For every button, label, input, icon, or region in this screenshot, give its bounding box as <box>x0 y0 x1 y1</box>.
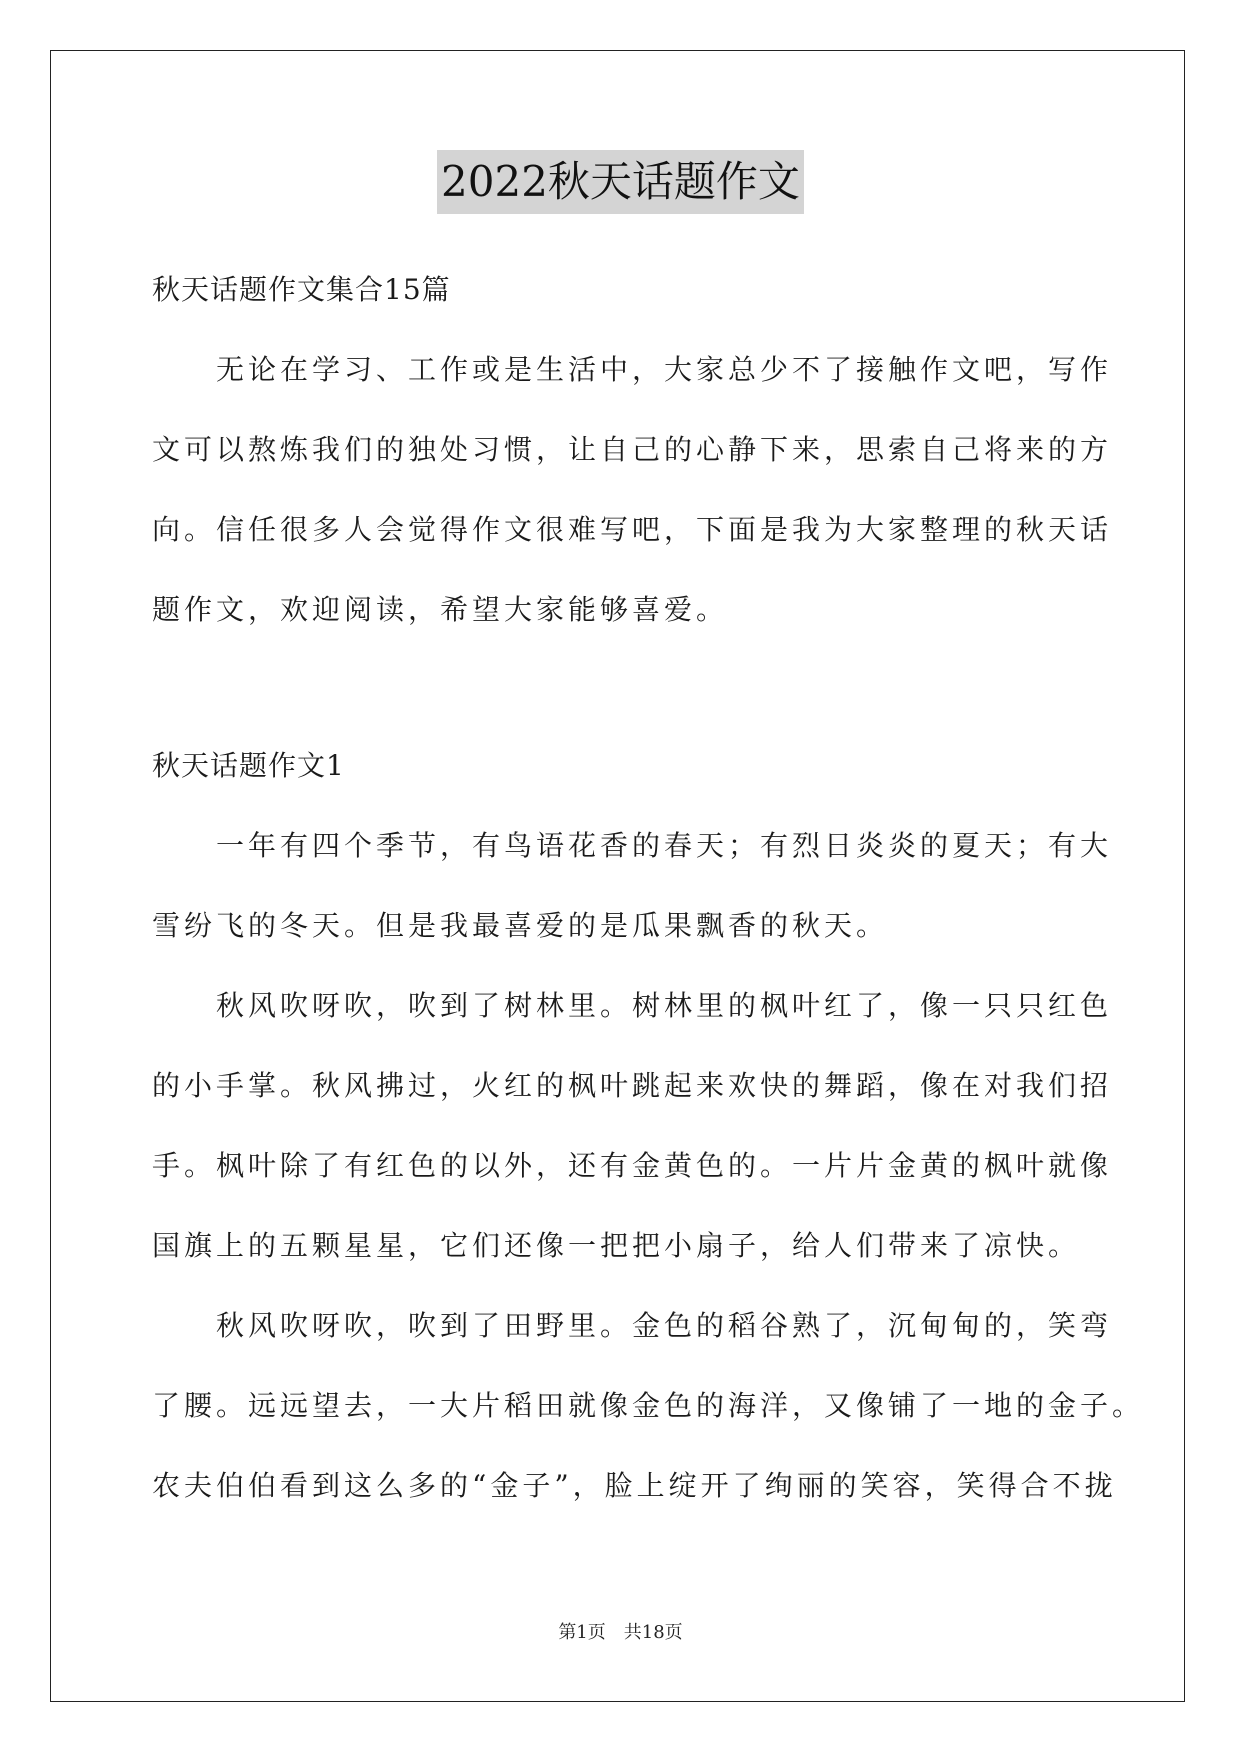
spacer <box>152 650 1102 726</box>
text-line: 秋风吹呀吹，吹到了田野里。金色的稻谷熟了，沉甸甸的，笑弯 <box>216 1309 1113 1342</box>
paragraph-seasons <box>152 806 1113 966</box>
page-number-footer: 第1页 共18页 <box>558 1622 683 1643</box>
text-line: 国旗上的五颗星星，它们还像一把把小扇子，给人们带来了凉快。 <box>152 1229 1081 1262</box>
document-body <box>152 250 1145 1526</box>
text-line: 一年有四个季节，有鸟语花香的春天；有烈日炎炎的夏天；有大 <box>216 829 1113 862</box>
title-container <box>0 150 1241 214</box>
document-title: 2022秋天话题作文 <box>437 150 804 214</box>
text-line: 文可以熬炼我们的独处习惯，让自己的心静下来，思索自己将来的方 <box>152 433 1113 466</box>
text-line: 向。信任很多人会觉得作文很难写吧，下面是我为大家整理的秋天话 <box>152 513 1113 546</box>
text-line: 雪纷飞的冬天。但是我最喜爱的是瓜果飘香的秋天。 <box>152 909 889 942</box>
paragraph-forest <box>152 966 1113 1286</box>
text-line: 手。枫叶除了有红色的以外，还有金黄色的。一片片金黄的枫叶就像 <box>152 1149 1113 1182</box>
text-line: 秋风吹呀吹，吹到了树林里。树林里的枫叶红了，像一只只红色 <box>216 989 1113 1022</box>
text-line: 无论在学习、工作或是生活中，大家总少不了接触作文吧，写作 <box>216 353 1113 386</box>
text-line: 农夫伯伯看到这么多的“金子”，脸上绽开了绚丽的笑容，笑得合不拢 <box>152 1469 1117 1502</box>
text-line: 了腰。远远望去，一大片稻田就像金色的海洋，又像铺了一地的金子。 <box>152 1389 1145 1422</box>
text-line: 题作文，欢迎阅读，希望大家能够喜爱。 <box>152 593 729 626</box>
text-line: 的小手掌。秋风拂过，火红的枫叶跳起来欢快的舞蹈，像在对我们招 <box>152 1069 1113 1102</box>
section-heading: 秋天话题作文1 <box>152 749 345 782</box>
intro-paragraph <box>152 330 1113 650</box>
paragraph-fields <box>152 1286 1145 1526</box>
collection-subtitle: 秋天话题作文集合15篇 <box>152 273 451 306</box>
